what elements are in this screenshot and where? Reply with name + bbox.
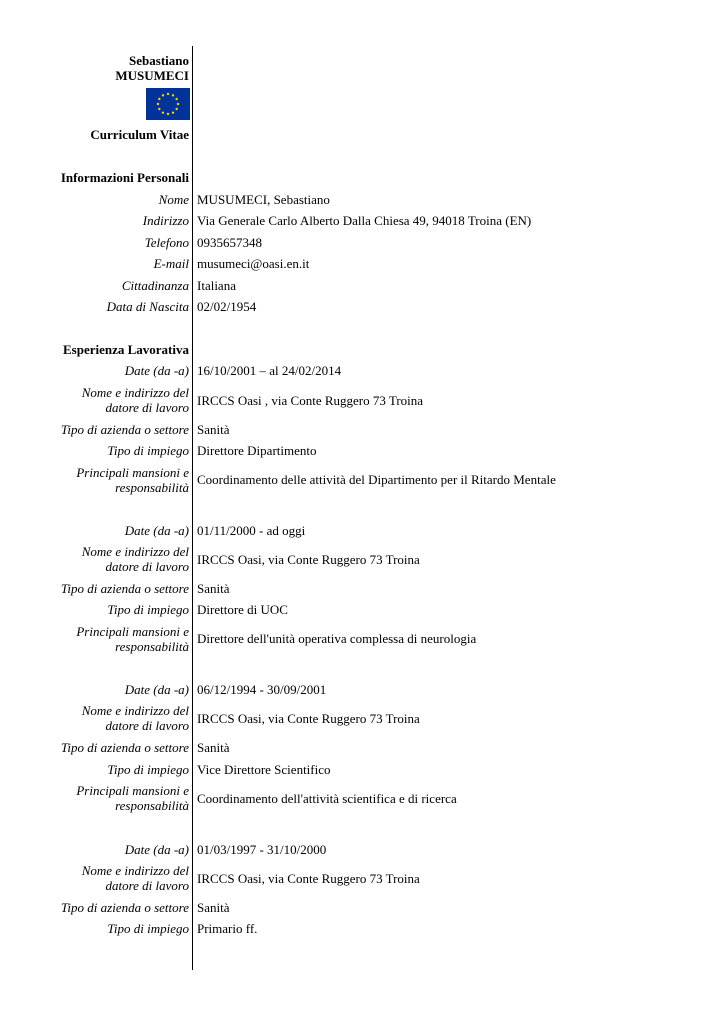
entry-duties: Coordinamento delle attività del Dipartimento per il Ritardo Mentale bbox=[197, 472, 556, 487]
entry-sector: Sanità bbox=[197, 900, 230, 915]
label-date: Date (da -a) bbox=[124, 523, 189, 538]
label-sector: Tipo di azienda o settore bbox=[60, 422, 189, 437]
cv-title: Curriculum Vitae bbox=[90, 127, 189, 142]
entry-duties: Coordinamento dell'attività scientifica e di ricerca bbox=[197, 791, 457, 806]
entry-job: Primario ff. bbox=[197, 921, 258, 936]
value-nome: MUSUMECI, Sebastiano bbox=[197, 192, 330, 207]
label-employer-line1: Nome e indirizzo del bbox=[81, 385, 189, 400]
label-email: E-mail bbox=[153, 256, 189, 271]
label-date: Date (da -a) bbox=[124, 682, 189, 697]
label-date: Date (da -a) bbox=[124, 842, 189, 857]
label-employer-line2: datore di lavoro bbox=[105, 400, 189, 415]
entry-employer: IRCCS Oasi, via Conte Ruggero 73 Troina bbox=[197, 711, 420, 726]
eu-flag-icon bbox=[146, 88, 190, 120]
label-employer-line2: datore di lavoro bbox=[105, 559, 189, 574]
entry-sector: Sanità bbox=[197, 740, 230, 755]
entry-sector: Sanità bbox=[197, 422, 230, 437]
label-employer-line1: Nome e indirizzo del bbox=[81, 703, 189, 718]
label-employer-line1: Nome e indirizzo del bbox=[81, 544, 189, 559]
label-duties-line1: Principali mansioni e bbox=[76, 465, 189, 480]
entry-date: 01/11/2000 - ad oggi bbox=[197, 523, 306, 538]
label-sector: Tipo di azienda o settore bbox=[60, 900, 189, 915]
label-sector: Tipo di azienda o settore bbox=[60, 740, 189, 755]
entry-job: Direttore Dipartimento bbox=[197, 443, 317, 458]
flag-star bbox=[167, 93, 169, 95]
flag-star bbox=[167, 113, 169, 115]
section-heading-personal: Informazioni Personali bbox=[60, 170, 189, 185]
value-cittadinanza: Italiana bbox=[197, 278, 236, 293]
flag-star bbox=[175, 98, 177, 100]
label-duties-line2: responsabilità bbox=[115, 639, 189, 654]
last-name: MUSUMECI bbox=[115, 68, 189, 83]
entry-employer: IRCCS Oasi, via Conte Ruggero 73 Troina bbox=[197, 871, 420, 886]
flag-star bbox=[175, 108, 177, 110]
entry-date: 16/10/2001 – al 24/02/2014 bbox=[197, 363, 342, 378]
flag-star bbox=[157, 103, 159, 105]
label-duties-line1: Principali mansioni e bbox=[76, 783, 189, 798]
label-duties-line2: responsabilità bbox=[115, 480, 189, 495]
label-employer-line2: datore di lavoro bbox=[105, 878, 189, 893]
entry-job: Direttore di UOC bbox=[197, 602, 288, 617]
flag-star bbox=[158, 108, 160, 110]
label-telefono: Telefono bbox=[144, 235, 189, 250]
entry-job: Vice Direttore Scientifico bbox=[197, 762, 331, 777]
label-cittadinanza: Cittadinanza bbox=[121, 278, 189, 293]
label-indirizzo: Indirizzo bbox=[142, 213, 189, 228]
label-employer-line1: Nome e indirizzo del bbox=[81, 863, 189, 878]
label-job: Tipo di impiego bbox=[107, 443, 189, 458]
label-job: Tipo di impiego bbox=[107, 921, 189, 936]
entry-employer: IRCCS Oasi, via Conte Ruggero 73 Troina bbox=[197, 552, 420, 567]
label-sector: Tipo di azienda o settore bbox=[60, 581, 189, 596]
flag-star bbox=[162, 94, 164, 96]
flag-star bbox=[177, 103, 179, 105]
label-nome: Nome bbox=[158, 192, 189, 207]
column-divider bbox=[192, 46, 193, 970]
entry-sector: Sanità bbox=[197, 581, 230, 596]
entry-duties: Direttore dell'unità operativa complessa di neurologia bbox=[197, 631, 477, 646]
label-duties-line2: responsabilità bbox=[115, 798, 189, 813]
label-employer-line2: datore di lavoro bbox=[105, 718, 189, 733]
flag-star bbox=[162, 111, 164, 113]
first-name: Sebastiano bbox=[129, 53, 189, 68]
entry-date: 06/12/1994 - 30/09/2001 bbox=[197, 682, 327, 697]
entry-date: 01/03/1997 - 31/10/2000 bbox=[197, 842, 327, 857]
label-duties-line1: Principali mansioni e bbox=[76, 624, 189, 639]
label-job: Tipo di impiego bbox=[107, 762, 189, 777]
label-job: Tipo di impiego bbox=[107, 602, 189, 617]
flag-star bbox=[158, 98, 160, 100]
section-heading-experience: Esperienza Lavorativa bbox=[62, 342, 189, 357]
value-telefono: 0935657348 bbox=[197, 235, 262, 250]
label-data-nascita: Data di Nascita bbox=[106, 299, 189, 314]
flag-star bbox=[172, 111, 174, 113]
value-data-nascita: 02/02/1954 bbox=[197, 299, 257, 314]
value-indirizzo: Via Generale Carlo Alberto Dalla Chiesa 49, 94018 Troina (EN) bbox=[197, 213, 532, 228]
entry-employer: IRCCS Oasi , via Conte Ruggero 73 Troina bbox=[197, 393, 424, 408]
label-date: Date (da -a) bbox=[124, 363, 189, 378]
flag-star bbox=[172, 94, 174, 96]
value-email[interactable]: musumeci@oasi.en.it bbox=[197, 256, 310, 271]
